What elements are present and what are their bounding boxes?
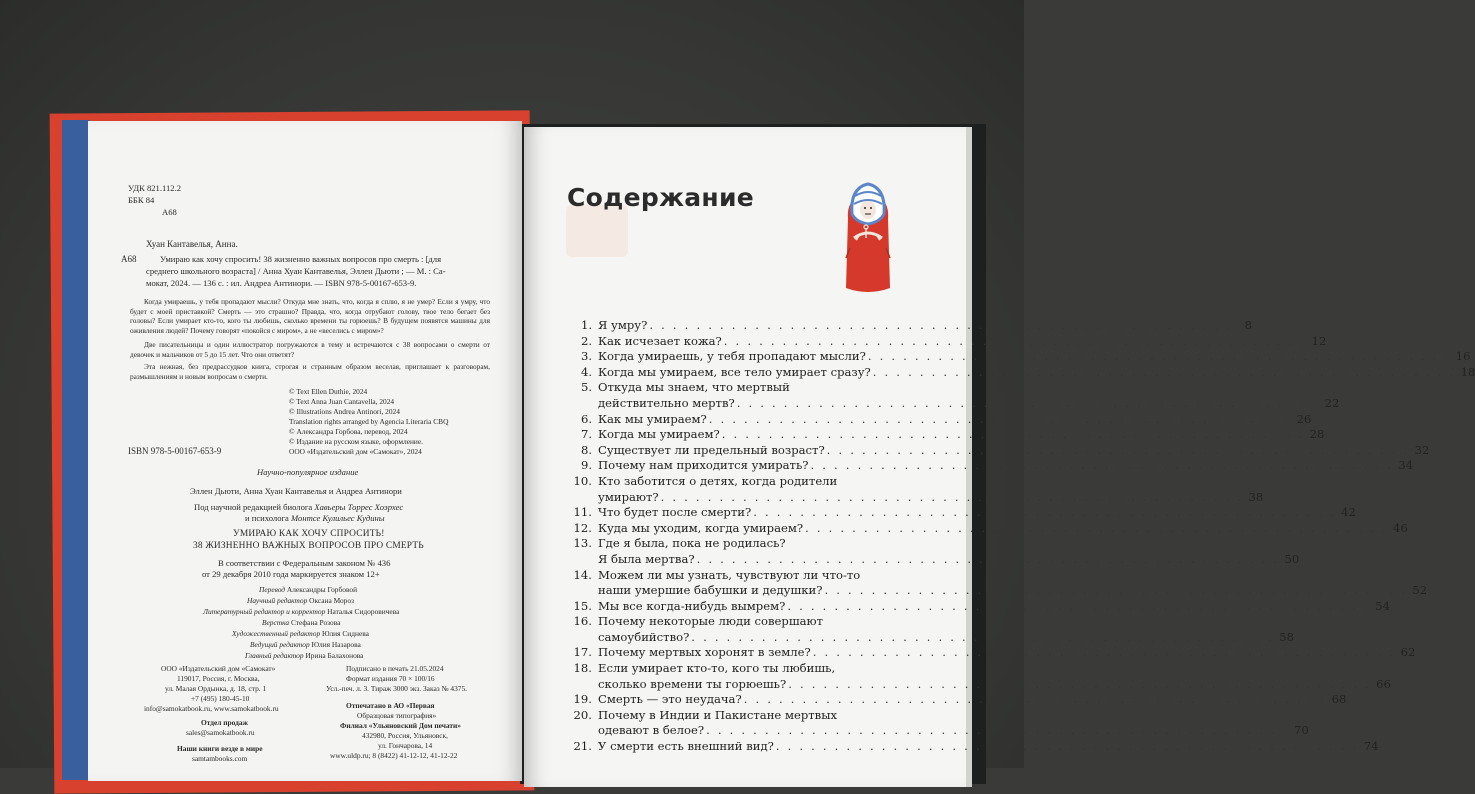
toc-page-number: 8 [1244,318,1253,332]
toc-entry-title: Почему в Индии и Пакистане мертвых [598,707,837,722]
toc-entry [560,333,1327,350]
toc-entry-number: 10. [573,473,592,488]
toc-entry-title: Откуда мы знаем, что мертвый [598,380,790,395]
toc-entry-number: 18. [573,661,592,676]
toc-leader-dots: . . . . . . . . . . . . . . . . . . . . . . . . . . . . . . . . . . . . . . . . . . . . . . . . . . [775,739,1359,754]
toc-entry-number: 6. [580,411,592,426]
toc-entry-title: Почему нам приходится умирать? [598,458,809,473]
book-cover-blue-edge [62,120,90,780]
toc-entry-title: действительно мертв? [598,395,735,410]
copyright-line: © Издание на русском языке, оформление. [289,437,424,446]
author-heading: Хуан Кантавелья, Анна. [146,239,238,249]
toc-entry-title: Что будет после смерти? [598,505,752,520]
toc-page-number: 18 [1460,364,1475,379]
toc-leader-dots: . . . . . . . . . . . . . . . . . . . . . . . . . . . . . . . . . . . . . . . . . . . . . . . . . . [824,583,1408,598]
toc-entry-title: Почему мертвых хоронят в земле? [598,645,811,660]
toc-entry-title: У смерти есть внешний вид? [598,739,774,754]
toc-entry [560,614,1294,645]
toc-entry-number: 21. [573,739,592,754]
toc-entry-title: Если умирает кто-то, кого ты любишь, [598,661,836,676]
copyright-line: © Text Anna Juan Cantavella, 2024 [289,397,395,406]
toc-leader-dots: . . . . . . . . . . . . . . . . . . . . . . . . . . . . . . . . . . . . . . . . . . . . . . . . . . [788,676,1371,691]
toc-entry [560,739,1379,755]
toc-entry-number: 14. [573,567,592,582]
toc-page-number: 70 [1293,723,1309,738]
toc-page-number: 74 [1363,739,1379,754]
toc-page-number: 54 [1375,598,1390,613]
toc-entry [560,707,1309,739]
toc-entry [560,692,1347,708]
bbk-code: ББК 84 [128,195,155,205]
publisher-line: +7 (495) 180-45-10 [191,694,250,703]
mummy-illustration [836,178,900,296]
bib-line-3: мокат, 2024. — 136 с. : ил. Андреа Антинори. — ISBN 978-5-00167-653-9. [146,278,417,288]
toc-entry-number: 9. [580,458,592,473]
publisher-line: ул. Малая Ордынка, д. 18, стр. 1 [165,684,267,693]
faded-pink-stain [566,205,628,257]
toc-page-number: 46 [1392,520,1408,535]
printed-line: www.uldp.ru; 8 (8422) 41-12-12, 41-12-22 [330,751,458,760]
toc-entry-number: 4. [580,364,592,379]
toc-page-number: 28 [1309,427,1325,442]
toc-entry [560,380,1340,411]
toc-entry [560,567,1428,599]
toc-leader-dots: . . . . . . . . . . . . . . . . . . . . . . . . . . . . . . . . . . . . . . . . . . . . . . . . . . [826,442,1410,457]
toc-entry-title: Я умру? [598,318,648,332]
toc-page-number: 34 [1398,458,1414,473]
toc-entry-title: Существует ли предельный возраст? [598,442,825,457]
toc-page-number: 62 [1400,645,1416,660]
publisher-line: 119017, Россия, г. Москва, [177,674,260,683]
toc-entry [560,364,1475,381]
toc-entry-number: 12. [573,520,592,535]
world-heading: Наши книги везде в мире [177,744,263,753]
printed-line: ул. Гончарова, 14 [378,741,433,750]
printed-line: Филиал «Ульяновский Дом печати» [340,721,461,730]
toc-entry [560,349,1471,365]
annotation-paragraph-1: Когда умираешь, у тебя пропадают мысли? Откуда мне знать, что, когда я сплю, я не умер? Если я умру, что будет с моей приставкой? Смерть — это страшно? Правда, что, когда отрубают голову, твое тело бегает без головы? Если умирает кто-то, кого ты любишь, сколько времени ты горюешь? В будущем появятся машины для оживления людей? Почему говорят «покойся с миром», а не «веселись с миром»? [130,297,490,335]
scientific-editor-line-2: и психолога Монтсе Кулильес Кудины [245,513,385,523]
toc-entry [560,520,1408,537]
toc-leader-dots: . . . . . . . . . . . . . . . . . . . . . . . . . . . . . . . . . . . . . . . . . . . . . . . . . . [805,520,1388,535]
credit-line: Литературный редактор и корректор Наталья Сидоровичева [203,607,400,616]
edition-type: Научно-популярное издание [257,467,359,477]
copyright-line: ООО «Издательский дом «Самокат», 2024 [289,447,422,456]
toc-entry-title: Как исчезает кожа? [598,333,722,348]
toc-entry-number: 2. [580,333,592,348]
bib-line-2: среднего школьного возраста] / Анна Хуан Кантавелья, Эллен Дьюти ; — М. : Са- [146,266,446,276]
toc-entry-title: Когда умираешь, у тебя пропадают мысли? [598,349,866,364]
toc-entry-title: Как мы умираем? [598,411,707,426]
book-title-line-2: 38 ЖИЗНЕННО ВАЖНЫХ ВОПРОСОВ ПРО СМЕРТЬ [193,541,424,551]
credit-line: Ведущий редактор Юлия Назарова [250,640,361,649]
toc-entry-title: Я была мертва? [598,551,695,566]
toc-entry-number: 3. [580,349,592,364]
toc-entry-title: Когда мы умираем? [598,427,720,442]
toc-page-number: 12 [1311,333,1327,348]
annotation-paragraph-2: Две писательницы и один иллюстратор погружаются в тему и встречаются с 38 вопросами о смерти от девочек и мальчиков от 5 до 15 лет. Что они ответят? [130,340,490,359]
sales-heading: Отдел продаж [201,718,248,727]
printed-line: Образцовая типография» [357,711,437,720]
toc-leader-dots: . . . . . . . . . . . . . . . . . . . . . . . . . . . . . . . . . . . . . . . . . . . . . . . . . . [872,364,1456,379]
toc-entry-number: 20. [573,707,592,722]
toc-heading: Содержание [567,183,755,212]
table-of-contents [560,318,1475,755]
bib-line-1: Умираю как хочу спросить! 38 жизненно важных вопросов про смерть : [для [160,254,442,264]
copyright-line: © Illustrations Andrea Antinori, 2024 [289,407,400,416]
toc-leader-dots: . . . . . . . . . . . . . . . . . . . . . . . . . . . . . . . . . . . . . . . . . . . . . . . . . . [706,723,1289,738]
toc-leader-dots: . . . . . . . . . . . . . . . . . . . . . . . . . . . . . . . . . . . . . . . . . . . . . . . . . . [723,333,1307,348]
toc-page-number: 68 [1331,692,1347,707]
toc-entry-title: Почему некоторые люди совершают [598,614,824,629]
toc-leader-dots: . . . . . . . . . . . . . . . . . . . . . . . . . . . . . . . . . . . . . . . . . . . . . . . . . . [721,427,1305,442]
toc-entry-number: 5. [580,380,592,395]
toc-entry-number: 19. [573,692,592,707]
toc-leader-dots: . . . . . . . . . . . . . . . . . . . . . . . . . . . . . . . . . . . . . . . . . . . . . . . . . . [867,349,1451,364]
toc-entry-title: Где я была, пока не родилась? [598,536,786,551]
toc-entry-number: 15. [573,598,592,613]
toc-leader-dots: . . . . . . . . . . . . . . . . . . . . . . . . . . . . . . . . . . . . . . . . . . . . . . . . . . [649,318,1233,332]
toc-entry-title: сколько времени ты горюешь? [598,676,787,691]
copyright-line: © Александра Горбова, перевод, 2024 [289,427,408,436]
toc-entry-number: 1. [580,318,592,332]
printed-heading: Отпечатано в АО «Первая [346,701,435,710]
toc-entry-title: самоубийство? [598,629,690,644]
author-mark: А68 [162,207,177,217]
toc-page-number: 26 [1296,411,1312,426]
toc-page-number: 66 [1376,676,1391,691]
toc-entry [560,411,1312,428]
annotation-paragraph-3: Эта нежная, без предрассудков книга, строгая и странным образом веселая, приглашает к разговорам, размышлениям и новым вопросам о смерти. [130,362,490,381]
toc-entry-number: 16. [573,614,592,629]
toc-leader-dots: . . . . . . . . . . . . . . . . . . . . . . . . . . . . . . . . . . . . . . . . . . . . . . . . . . [743,692,1327,707]
toc-entry [560,427,1325,443]
toc-page-number: 50 [1284,551,1300,566]
toc-entry [560,473,1264,505]
toc-entry [560,442,1430,459]
law-line-2: от 29 декабря 2010 года маркируется знаком 12+ [202,569,380,579]
credit-line: Художественный редактор Юлия Сиднева [232,629,369,638]
printed-line: 432980, Россия, Ульяновск, [362,731,448,740]
toc-entry-title: наши умершие бабушки и дедушки? [598,583,823,598]
toc-leader-dots: . . . . . . . . . . . . . . . . . . . . . . . . . . . . . . . . . . . . . . . . . . . . . . . . . . [810,458,1394,473]
toc-leader-dots: . . . . . . . . . . . . . . . . . . . . . . . . . . . . . . . . . . . . . . . . . . . . . . . . . . [753,505,1336,520]
authors-line: Эллен Дьюти, Анна Хуан Кантавелья и Андреа Антинори [190,486,402,496]
toc-entry-title: Смерть — это неудача? [598,692,742,707]
toc-leader-dots: . . . . . . . . . . . . . . . . . . . . . . . . . . . . . . . . . . . . . . . . . . . . . . . . . . [691,629,1274,644]
credit-line: Верстка Стефана Розова [262,618,341,627]
isbn: ISBN 978-5-00167-653-9 [128,446,222,456]
toc-leader-dots: . . . . . . . . . . . . . . . . . . . . . . . . . . . . . . . . . . . . . . . . . . . . . . . . . . [696,551,1280,566]
toc-page-number: 22 [1324,395,1340,410]
toc-leader-dots: . . . . . . . . . . . . . . . . . . . . . . . . . . . . . . . . . . . . . . . . . . . . . . . . . . [708,411,1292,426]
toc-entry-number: 11. [573,505,592,520]
toc-leader-dots: . . . . . . . . . . . . . . . . . . . . . . . . . . . . . . . . . . . . . . . . . . . . . . . . . . [660,489,1244,504]
toc-entry-title: умирают? [598,489,659,504]
toc-page-number: 32 [1414,442,1430,457]
toc-entry-title: Куда мы уходим, когда умираем? [598,520,804,535]
toc-page-number: 58 [1279,629,1294,644]
toc-entry [560,661,1391,692]
toc-page-number: 16 [1455,349,1471,364]
copyright-line: © Text Ellen Duthie, 2024 [289,387,368,396]
toc-entry-number: 17. [573,645,592,660]
publisher-line: info@samokatbook.ru, www.samokatbook.ru [144,704,279,713]
toc-entry [560,458,1414,474]
toc-entry [560,505,1356,521]
credit-line: Главный редактор Ирина Балахонова [245,651,364,660]
toc-leader-dots: . . . . . . . . . . . . . . . . . . . . . . . . . . . . . . . . . . . . . . . . . . . . . . . . . . [812,645,1396,660]
toc-entry-title: Кто заботится о детях, когда родители [598,473,838,488]
credit-line: Перевод Александры Горбовой [259,585,358,594]
law-line-1: В соответствии с Федеральным законом № 436 [218,558,391,568]
credit-line: Научный редактор Оксана Мороз [247,596,354,605]
scientific-editor-line-1: Под научной редакцией биолога Хавьеры Торрес Хоэрхес [194,502,404,512]
print-info-line: Подписано в печать 21.05.2024 [346,664,444,673]
book-title-line-1: УМИРАЮ КАК ХОЧУ СПРОСИТЬ! [233,529,385,539]
toc-entry-title: Когда мы умираем, все тело умирает сразу? [598,364,871,379]
copyright-line: Translation rights arranged by Agencia Literaria CBQ [289,417,449,426]
toc-entry-title: одевают в белое? [598,723,705,738]
toc-entry [560,318,1253,334]
toc-entry [560,536,1300,567]
toc-entry [560,598,1390,615]
toc-page-number: 52 [1412,583,1428,598]
toc-entry-number: 8. [580,442,592,457]
bib-code: А68 [121,254,137,264]
toc-page-number: 42 [1341,505,1356,520]
publisher-line: ООО «Издательский дом «Самокат» [161,664,276,673]
sales-email: sales@samokatbook.ru [186,728,255,737]
toc-leader-dots: . . . . . . . . . . . . . . . . . . . . . . . . . . . . . . . . . . . . . . . . . . . . . . . . . . [736,395,1320,410]
print-info-line: Формат издания 70 × 100/16 [346,674,435,683]
world-site: samtambooks.com [192,754,248,763]
toc-page-number: 38 [1248,489,1264,504]
toc-leader-dots: . . . . . . . . . . . . . . . . . . . . . . . . . . . . . . . . . . . . . . . . . . . . . . . . . . [787,598,1370,613]
toc-entry-number: 7. [580,427,592,442]
toc-entry-title: Можем ли мы узнать, чувствуют ли что-то [598,567,861,582]
print-info-line: Усл.-печ. л. 3. Тираж 3000 экз. Заказ № 4375. [326,684,468,693]
toc-entry-number: 13. [573,536,592,551]
toc-entry [560,645,1416,661]
toc-entry-title: Мы все когда-нибудь вымрем? [598,598,786,613]
udk-code: УДК 821.112.2 [128,183,182,193]
